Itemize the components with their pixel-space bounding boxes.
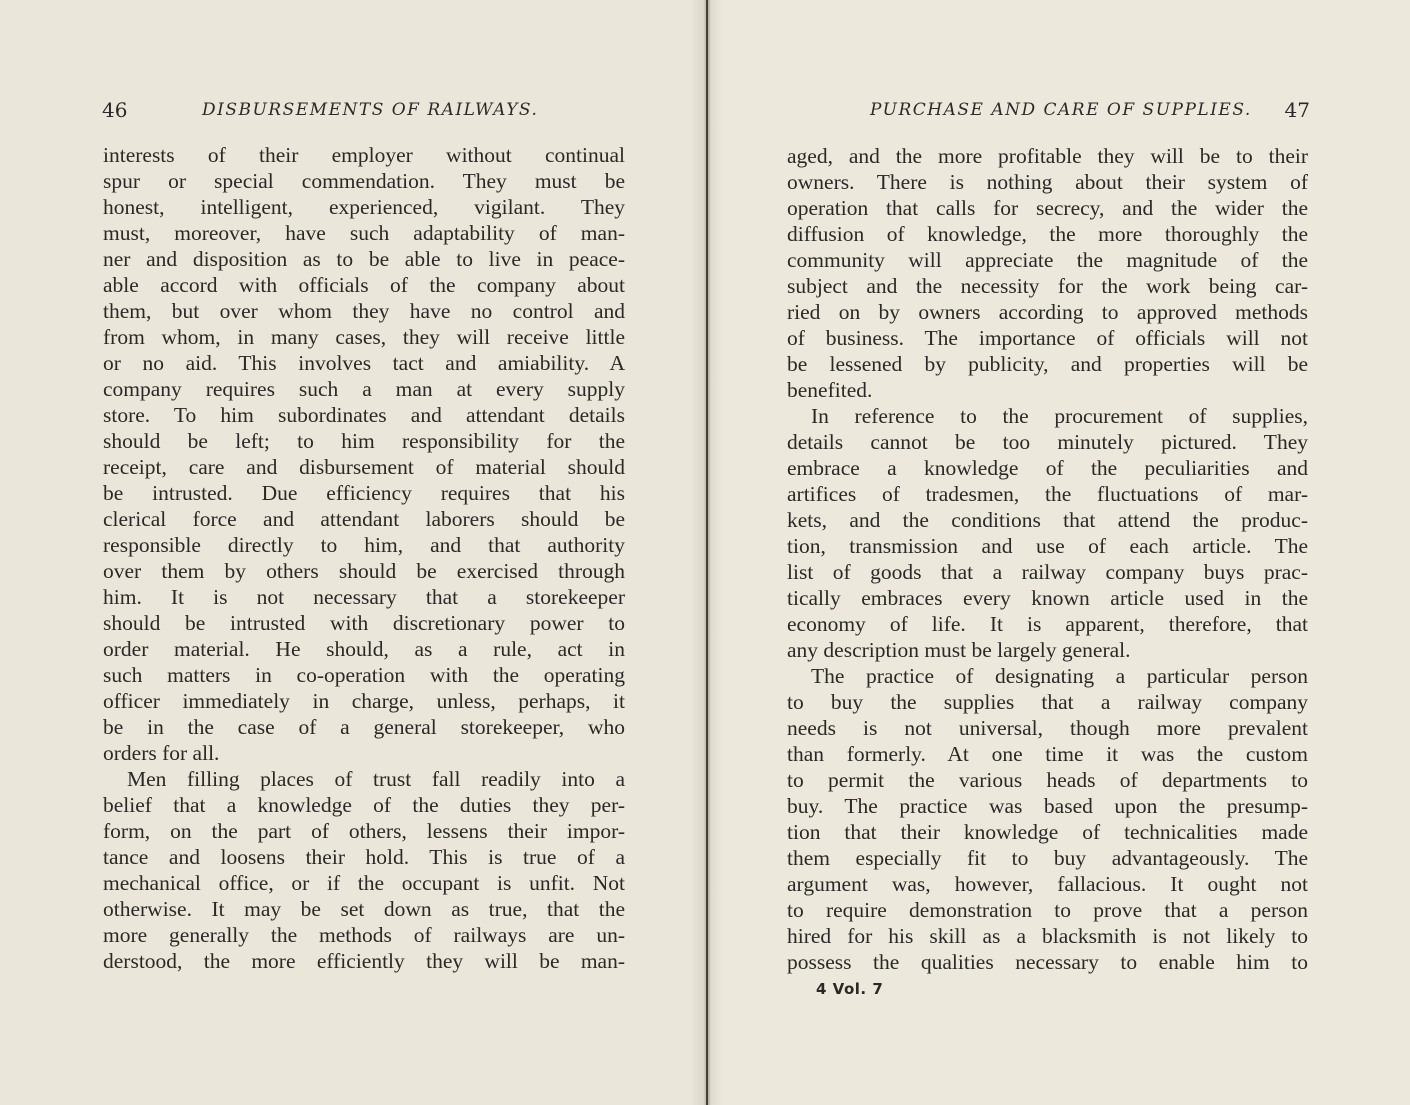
text-line: should be intrusted with discretionary power to	[103, 611, 625, 635]
right-running-title: PURCHASE AND CARE OF SUPPLIES.	[870, 100, 1252, 120]
text-line: from whom, in many cases, they will receive little	[103, 325, 625, 349]
text-line: mechanical office, or if the occupant is unfit. Not	[103, 871, 625, 895]
paragraph-start-line: The practice of designating a particular person	[811, 664, 1308, 688]
right-page-number: 47	[1284, 98, 1310, 122]
text-line: be intrusted. Due efficiency requires that his	[103, 481, 625, 505]
paragraph-end-line: benefited.	[787, 378, 873, 402]
text-line: kets, and the conditions that attend the produc-	[787, 508, 1308, 532]
text-line: artifices of tradesmen, the fluctuations of mar-	[787, 482, 1308, 506]
text-line: needs is not universal, though more prevalent	[787, 716, 1308, 740]
text-line: possess the qualities necessary to enable him to	[787, 950, 1308, 974]
text-line: them especially fit to buy advantageously. The	[787, 846, 1308, 870]
text-line: subject and the necessity for the work being car-	[787, 274, 1308, 298]
text-line: community will appreciate the magnitude of the	[787, 248, 1308, 272]
printer-signature-mark: 4 Vol. 7	[816, 980, 884, 998]
text-line: over them by others should be exercised through	[103, 559, 625, 583]
text-line: aged, and the more profitable they will be to their	[787, 144, 1308, 168]
left-body-text	[103, 142, 625, 974]
text-line: to buy the supplies that a railway company	[787, 690, 1308, 714]
text-line: argument was, however, fallacious. It ought not	[787, 872, 1308, 896]
paragraph-end-line: orders for all.	[103, 741, 220, 765]
text-line: responsible directly to him, and that authority	[103, 533, 625, 557]
text-line: operation that calls for secrecy, and the wider the	[787, 196, 1308, 220]
text-line: details cannot be too minutely pictured. They	[787, 430, 1308, 454]
text-line: more generally the methods of railways are un-	[103, 923, 625, 947]
text-line: spur or special commendation. They must be	[103, 169, 625, 193]
text-line: owners. There is nothing about their system of	[787, 170, 1308, 194]
text-line: buy. The practice was based upon the presump-	[787, 794, 1308, 818]
text-line: able accord with officials of the company about	[103, 273, 625, 297]
text-line: to require demonstration to prove that a person	[787, 898, 1308, 922]
left-running-head	[102, 98, 630, 128]
text-line: them, but over whom they have no control and	[103, 299, 625, 323]
text-line: such matters in co-operation with the operating	[103, 663, 625, 687]
text-line: belief that a knowledge of the duties they per-	[103, 793, 625, 817]
text-line: or no aid. This involves tact and amiability. A	[103, 351, 625, 375]
text-line: should be left; to him responsibility for the	[103, 429, 625, 453]
text-line: receipt, care and disbursement of material should	[103, 455, 625, 479]
text-line: form, on the part of others, lessens their impor-	[103, 819, 625, 843]
text-line: order material. He should, as a rule, act in	[103, 637, 625, 661]
text-line: officer immediately in charge, unless, perhaps, it	[103, 689, 625, 713]
text-line: otherwise. It may be set down as true, that the	[103, 897, 625, 921]
text-line: list of goods that a railway company buys prac-	[787, 560, 1308, 584]
text-line: store. To him subordinates and attendant details	[103, 403, 625, 427]
text-line: him. It is not necessary that a storekeeper	[103, 585, 625, 609]
text-line: hired for his skill as a blacksmith is not likely to	[787, 924, 1308, 948]
text-line: than formerly. At one time it was the custom	[787, 742, 1308, 766]
left-running-title: DISBURSEMENTS OF RAILWAYS.	[202, 100, 539, 120]
text-line: to permit the various heads of departments to	[787, 768, 1308, 792]
text-line: interests of their employer without continual	[103, 143, 625, 167]
right-body-text	[787, 143, 1308, 975]
text-line: derstood, the more efficiently they will be man-	[103, 949, 625, 973]
text-line: company requires such a man at every supply	[103, 377, 625, 401]
text-line: ner and disposition as to be able to live in peace-	[103, 247, 625, 271]
paragraph-start-line: In reference to the procurement of supplies,	[811, 404, 1308, 428]
text-line: honest, intelligent, experienced, vigilant. They	[103, 195, 625, 219]
text-line: tion, transmission and use of each article. The	[787, 534, 1308, 558]
right-page	[708, 0, 1410, 1105]
text-line: clerical force and attendant laborers should be	[103, 507, 625, 531]
text-line: embrace a knowledge of the peculiarities and	[787, 456, 1308, 480]
text-line: tance and loosens their hold. This is true of a	[103, 845, 625, 869]
text-line: economy of life. It is apparent, therefore, that	[787, 612, 1308, 636]
text-line: tion that their knowledge of technicalities made	[787, 820, 1308, 844]
right-running-head	[870, 98, 1310, 128]
paragraph-start-line: Men filling places of trust fall readily into a	[127, 767, 625, 791]
paragraph-end-line: any description must be largely general.	[787, 638, 1131, 662]
text-line: be lessened by publicity, and properties will be	[787, 352, 1308, 376]
text-line: be in the case of a general storekeeper, who	[103, 715, 625, 739]
text-line: diffusion of knowledge, the more thoroughly the	[787, 222, 1308, 246]
text-line: of business. The importance of officials will not	[787, 326, 1308, 350]
text-line: must, moreover, have such adaptability of man-	[103, 221, 625, 245]
text-line: ried on by owners according to approved methods	[787, 300, 1308, 324]
book-gutter-line	[706, 0, 708, 1105]
text-line: tically embraces every known article used in the	[787, 586, 1308, 610]
left-page-number: 46	[102, 98, 128, 122]
